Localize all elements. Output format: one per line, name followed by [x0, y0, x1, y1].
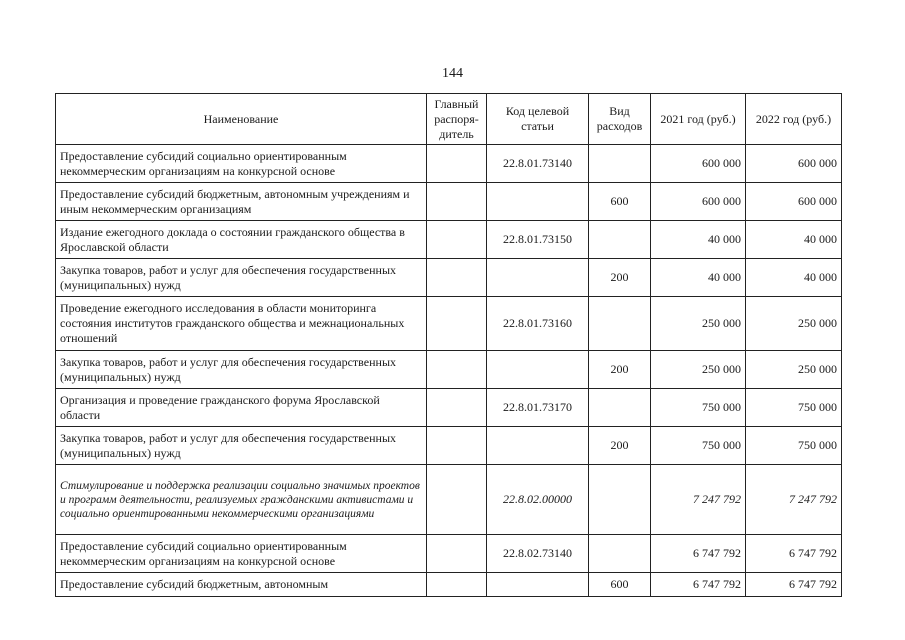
row-type: 200 [589, 427, 651, 465]
row-admin [427, 465, 487, 535]
row-admin [427, 535, 487, 573]
row-type: 600 [589, 573, 651, 597]
row-2022: 6 747 792 [746, 535, 842, 573]
row-2022: 40 000 [746, 259, 842, 297]
row-2022: 750 000 [746, 427, 842, 465]
row-2022: 250 000 [746, 351, 842, 389]
row-code [487, 183, 589, 221]
row-name: Предоставление субсидий бюджетным, автономным [56, 573, 427, 597]
row-admin [427, 427, 487, 465]
row-admin [427, 297, 487, 351]
table-row [56, 427, 842, 465]
row-2021: 600 000 [651, 145, 746, 183]
row-admin [427, 351, 487, 389]
row-type [589, 535, 651, 573]
row-type: 200 [589, 351, 651, 389]
row-2021: 750 000 [651, 389, 746, 427]
row-type [589, 145, 651, 183]
header-admin: Главный распоря-дитель [427, 94, 487, 145]
row-type: 600 [589, 183, 651, 221]
table-row [56, 389, 842, 427]
row-type [589, 389, 651, 427]
row-code: 22.8.02.73140 [487, 535, 589, 573]
row-code [487, 573, 589, 597]
row-type: 200 [589, 259, 651, 297]
row-2021: 250 000 [651, 351, 746, 389]
table-header-row [56, 94, 842, 145]
row-code: 22.8.01.73170 [487, 389, 589, 427]
row-2021: 6 747 792 [651, 535, 746, 573]
row-2022: 6 747 792 [746, 573, 842, 597]
row-admin [427, 145, 487, 183]
table-row [56, 297, 842, 351]
row-code [487, 259, 589, 297]
row-2021: 7 247 792 [651, 465, 746, 535]
row-2021: 40 000 [651, 259, 746, 297]
header-name: Наименование [56, 94, 427, 145]
row-name: Предоставление субсидий бюджетным, автономным учреждениям и иным некоммерческим организациям [56, 183, 427, 221]
row-admin [427, 183, 487, 221]
header-2021: 2021 год (руб.) [651, 94, 746, 145]
row-name: Организация и проведение гражданского форума Ярославской области [56, 389, 427, 427]
row-name: Предоставление субсидий социально ориентированным некоммерческим организациям на конкурсной основе [56, 535, 427, 573]
row-name: Проведение ежегодного исследования в области мониторинга состояния институтов гражданского общества и межнациональных отношений [56, 297, 427, 351]
row-name: Стимулирование и поддержка реализации социально значимых проектов и программ деятельности, реализуемых гражданскими активистами и социально ориентированными некоммерческими организациями [56, 465, 427, 535]
table-row [56, 145, 842, 183]
row-code [487, 427, 589, 465]
row-name: Предоставление субсидий социально ориентированным некоммерческим организациям на конкурсной основе [56, 145, 427, 183]
table-row [56, 221, 842, 259]
row-name: Закупка товаров, работ и услуг для обеспечения государственных (муниципальных) нужд [56, 427, 427, 465]
row-2021: 6 747 792 [651, 573, 746, 597]
row-name: Издание ежегодного доклада о состоянии гражданского общества в Ярославской области [56, 221, 427, 259]
row-code: 22.8.01.73140 [487, 145, 589, 183]
row-code: 22.8.01.73160 [487, 297, 589, 351]
row-2021: 250 000 [651, 297, 746, 351]
row-type [589, 297, 651, 351]
budget-table [55, 93, 842, 597]
header-2022: 2022 год (руб.) [746, 94, 842, 145]
row-2022: 40 000 [746, 221, 842, 259]
table-row [56, 259, 842, 297]
row-code: 22.8.02.00000 [487, 465, 589, 535]
row-2021: 750 000 [651, 427, 746, 465]
page-number: 144 [442, 66, 463, 81]
header-code: Код целевой статьи [487, 94, 589, 145]
row-admin [427, 221, 487, 259]
row-2022: 600 000 [746, 145, 842, 183]
row-admin [427, 259, 487, 297]
row-2022: 600 000 [746, 183, 842, 221]
row-name: Закупка товаров, работ и услуг для обеспечения государственных (муниципальных) нужд [56, 259, 427, 297]
row-type [589, 465, 651, 535]
row-2021: 40 000 [651, 221, 746, 259]
row-2022: 250 000 [746, 297, 842, 351]
row-admin [427, 389, 487, 427]
table-row [56, 465, 842, 535]
table-row [56, 183, 842, 221]
row-2021: 600 000 [651, 183, 746, 221]
row-code [487, 351, 589, 389]
table-row [56, 573, 842, 597]
row-name: Закупка товаров, работ и услуг для обеспечения государственных (муниципальных) нужд [56, 351, 427, 389]
row-code: 22.8.01.73150 [487, 221, 589, 259]
header-type: Вид расходов [589, 94, 651, 145]
row-2022: 7 247 792 [746, 465, 842, 535]
row-2022: 750 000 [746, 389, 842, 427]
table-row [56, 351, 842, 389]
table-row [56, 535, 842, 573]
row-type [589, 221, 651, 259]
row-admin [427, 573, 487, 597]
